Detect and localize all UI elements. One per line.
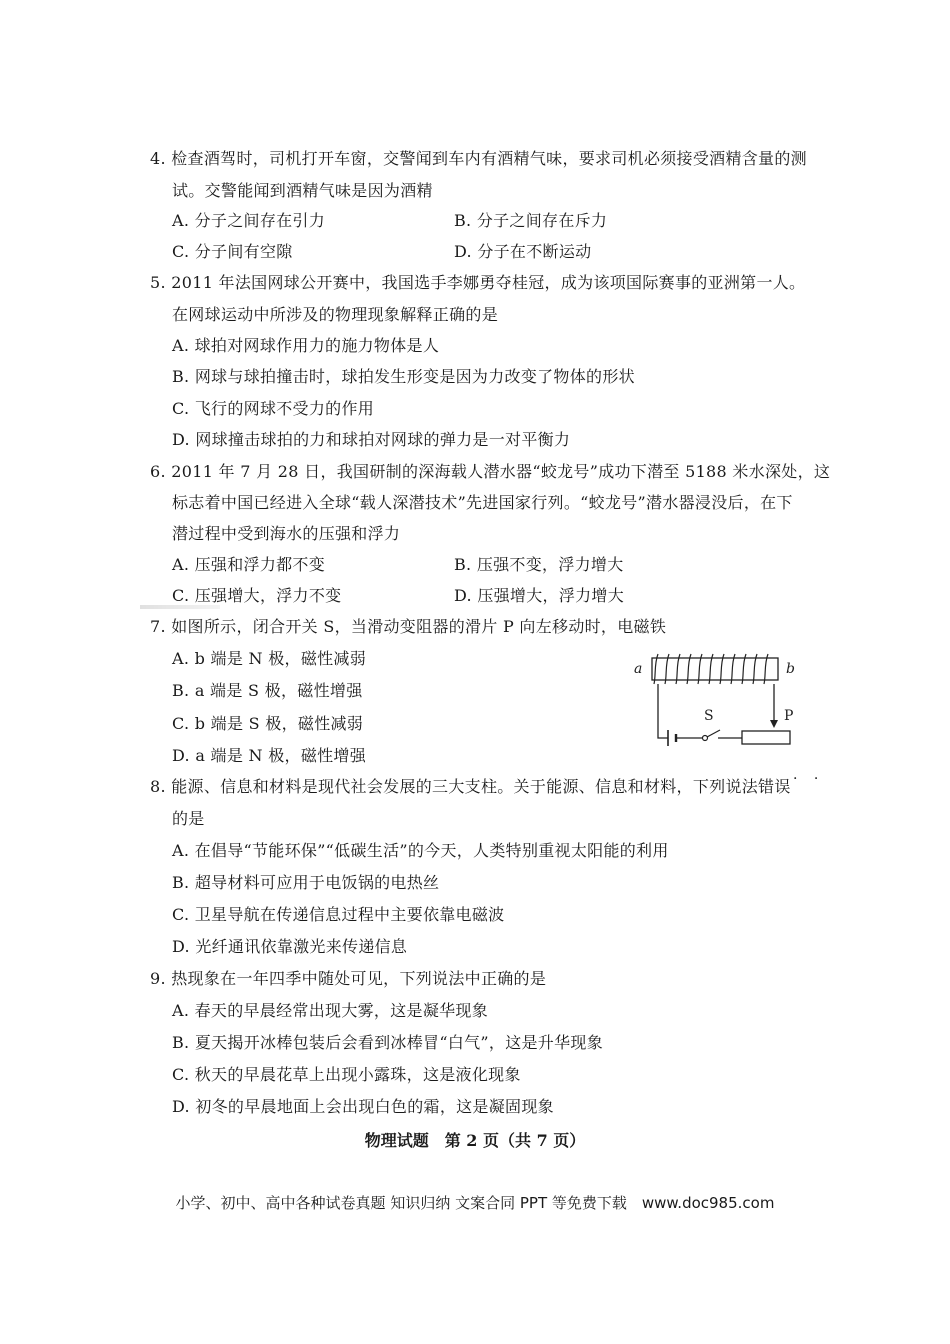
label-s: S xyxy=(704,708,714,724)
slider-p-arrow xyxy=(770,720,778,728)
q7-option-b: B. a 端是 S 极，磁性增强 xyxy=(172,681,363,700)
electromagnet-circuit-diagram xyxy=(628,646,810,754)
q6-option-a: A. 压强和浮力都不变 xyxy=(172,555,326,574)
q5-option-d: D. 网球撞击球拍的力和球拍对网球的弹力是一对平衡力 xyxy=(172,430,571,449)
label-p: P xyxy=(784,708,794,724)
q5-option-a: A. 球拍对网球作用力的施力物体是人 xyxy=(172,336,440,355)
q9-stem-line1: 9. 热现象在一年四季中随处可见，下列说法中正确的是 xyxy=(150,969,547,988)
q8-stem-line1: 8. 能源、信息和材料是现代社会发展的三大支柱。关于能源、信息和材料，下列说法错误 xyxy=(150,777,791,796)
page-footer: 物理试题 第 2 页（共 7 页） xyxy=(364,1131,586,1150)
scan-smudge xyxy=(140,605,220,609)
q8-option-c: C. 卫星导航在传递信息过程中主要依靠电磁波 xyxy=(172,905,505,924)
switch-s xyxy=(703,730,721,741)
q6-option-d: D. 压强增大，浮力增大 xyxy=(454,586,625,605)
q6-stem-line2: 标志着中国已经进入全球“载人深潜技术”先进国家行列。“蛟龙号”潜水器浸没后，在下 xyxy=(172,493,793,512)
q8-stem-line2: 的是 xyxy=(172,809,205,828)
q9-option-b: B. 夏天揭开冰棒包装后会看到冰棒冒“白气”，这是升华现象 xyxy=(172,1033,603,1052)
q6-stem-line3: 潜过程中受到海水的压强和浮力 xyxy=(172,524,401,543)
q5-stem-line2: 在网球运动中所涉及的物理现象解释正确的是 xyxy=(172,305,499,324)
q6-option-c: C. 压强增大，浮力不变 xyxy=(172,586,342,605)
rheostat-resistor xyxy=(742,731,790,744)
q9-option-a: A. 春天的早晨经常出现大雾，这是凝华现象 xyxy=(172,1001,489,1020)
q7-option-a: A. b 端是 N 极，磁性减弱 xyxy=(172,649,367,668)
coil-core xyxy=(652,658,778,680)
q6-option-b: B. 压强不变，浮力增大 xyxy=(454,555,624,574)
q7-option-c: C. b 端是 S 极，磁性减弱 xyxy=(172,714,364,733)
q8-emphasis-dots: · · xyxy=(793,771,825,787)
q4-option-c: C. 分子间有空隙 xyxy=(172,242,293,261)
label-b: b xyxy=(786,661,795,677)
site-watermark: 小学、初中、高中各种试卷真题 知识归纳 文案合同 PPT 等免费下载 www.doc985.com xyxy=(175,1194,775,1212)
q5-option-b: B. 网球与球拍撞击时，球拍发生形变是因为力改变了物体的形状 xyxy=(172,367,635,386)
q9-option-c: C. 秋天的早晨花草上出现小露珠，这是液化现象 xyxy=(172,1065,521,1084)
q4-stem-line1: 4. 检查酒驾时，司机打开车窗，交警闻到车内有酒精气味，要求司机必须接受酒精含量的测 xyxy=(150,149,807,168)
q8-option-a: A. 在倡导“节能环保”“低碳生活”的今天，人类特别重视太阳能的利用 xyxy=(172,841,669,860)
circuit-wires xyxy=(658,684,774,738)
q8-option-b: B. 超导材料可应用于电饭锅的电热丝 xyxy=(172,873,440,892)
label-a: a xyxy=(634,661,643,677)
q7-option-d: D. a 端是 N 极，磁性增强 xyxy=(172,746,367,765)
q7-stem-line1: 7. 如图所示，闭合开关 S，当滑动变阻器的滑片 P 向左移动时，电磁铁 xyxy=(150,617,667,636)
q4-option-d: D. 分子在不断运动 xyxy=(454,242,592,261)
q8-option-d: D. 光纤通讯依靠激光来传递信息 xyxy=(172,937,408,956)
q4-option-b: B. 分子之间存在斥力 xyxy=(454,211,608,230)
q5-stem-line1: 5. 2011 年法国网球公开赛中，我国选手李娜勇夺桂冠，成为该项国际赛事的亚洲第一人。 xyxy=(150,273,806,292)
battery-symbol xyxy=(668,730,680,746)
q4-stem-line2: 试。交警能闻到酒精气味是因为酒精 xyxy=(172,181,433,200)
q6-stem-line1: 6. 2011 年 7 月 28 日，我国研制的深海载人潜水器“蛟龙号”成功下潜至 5188 米水深处，这 xyxy=(150,462,831,481)
q5-option-c: C. 飞行的网球不受力的作用 xyxy=(172,399,375,418)
q9-option-d: D. 初冬的早晨地面上会出现白色的霜，这是凝固现象 xyxy=(172,1097,554,1116)
q4-option-a: A. 分子之间存在引力 xyxy=(172,211,326,230)
